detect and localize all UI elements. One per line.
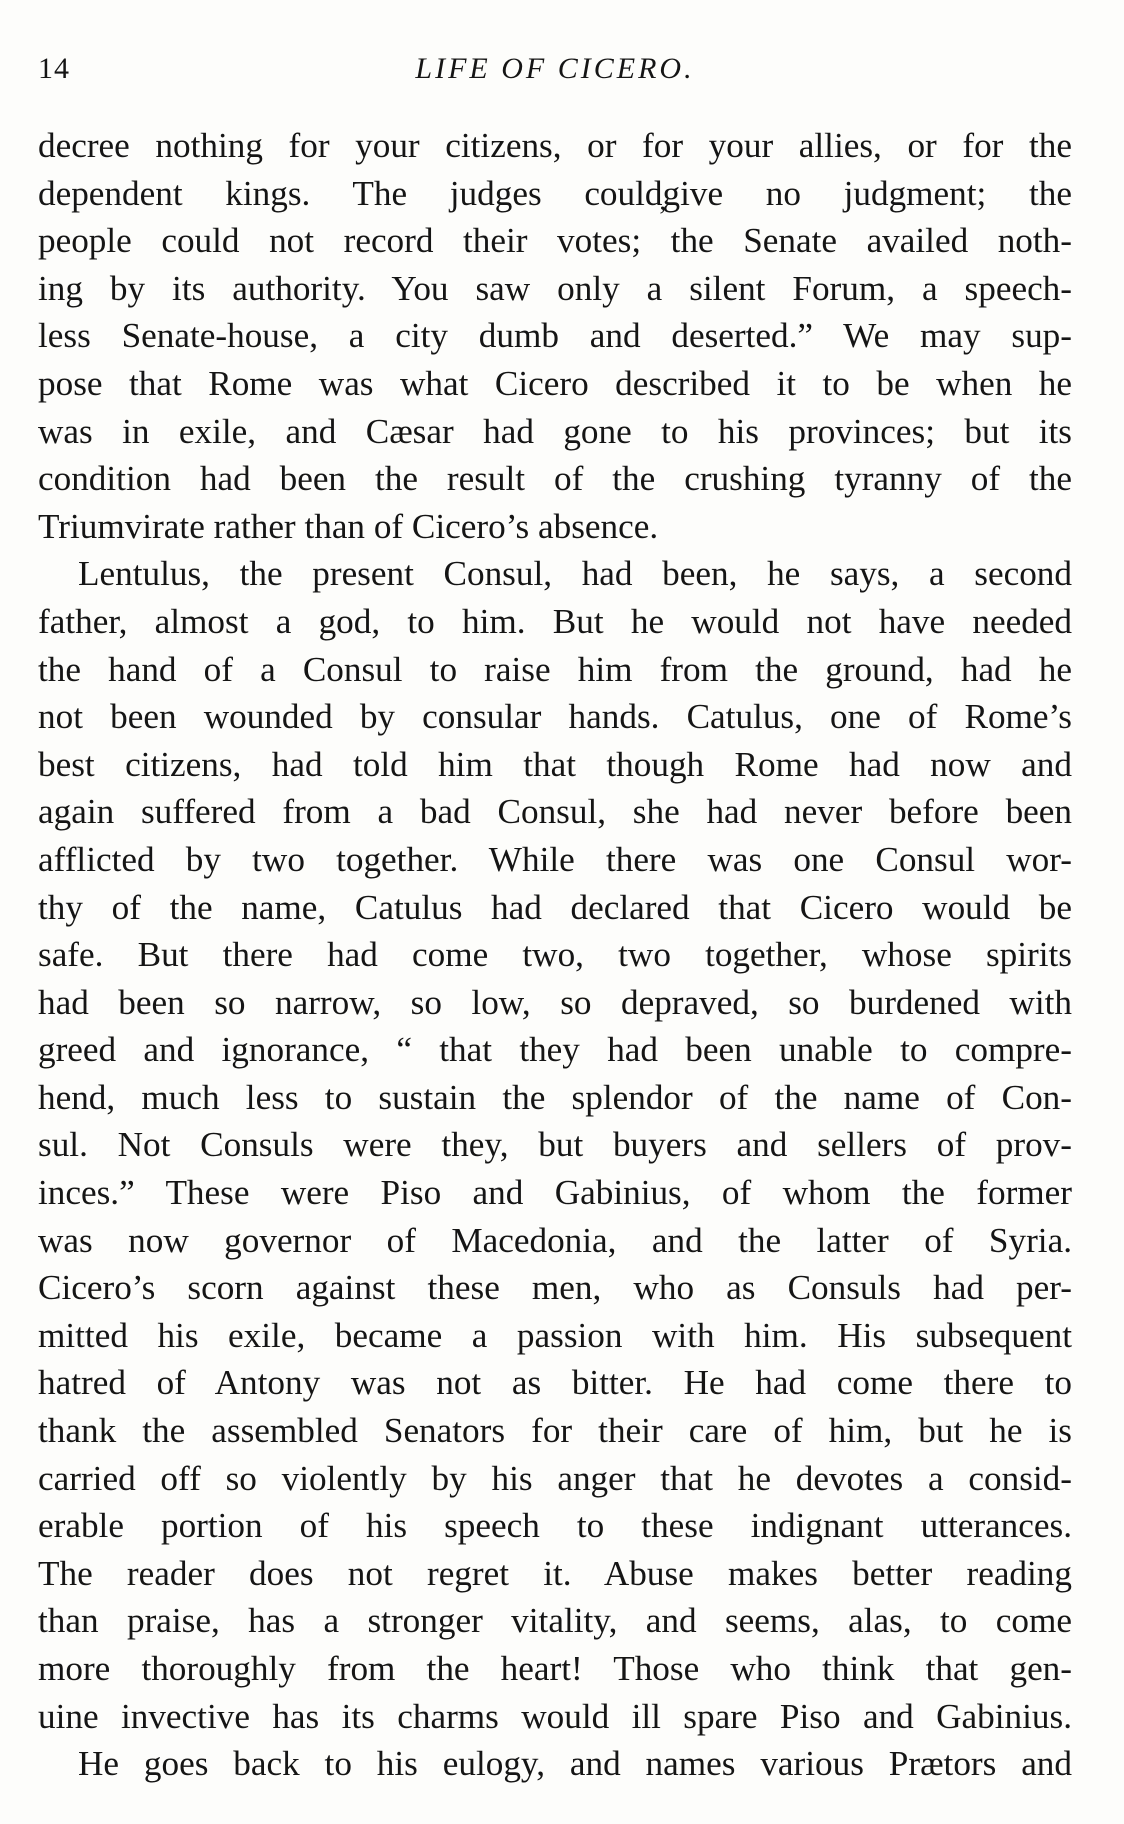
text-line: safe. But there had come two, two together, whose spirits [38,935,1072,975]
text-line: people could not record their votes; the Senate availed noth- [38,221,1072,261]
text-line: afflicted by two together. While there was one Consul wor- [38,839,1072,879]
text-line: father, almost a god, to him. But he would not have needed [38,601,1072,641]
text-line: erable portion of his speech to these indignant utterances. [38,1506,1072,1546]
running-head [38,52,1072,92]
text-line: uine invective has its charms would ill spare Piso and Gabinius. [38,1696,1072,1736]
text-line: decree nothing for your citizens, or for your allies, or for the [38,126,1072,165]
text-line: sul. Not Consuls were they, but buyers and sellers of prov- [38,1125,1072,1165]
text-line: The reader does not regret it. Abuse makes better reading [38,1553,1072,1593]
text-line: condition had been the result of the crushing tyranny of the [38,459,1072,499]
text-line: Cicero’s scorn against these men, who as Consuls had per- [38,1268,1072,1308]
paragraph-start-line: He goes back to his eulogy, and names various Prætors and [78,1744,1072,1784]
text-line: dependent kings. The judges could̦give no judgment; the [38,173,1072,213]
text-line: inces.” These were Piso and Gabinius, of whom the former [38,1173,1072,1213]
text-line: best citizens, had told him that though Rome had now and [38,744,1072,784]
body-text [38,122,1072,1788]
text-line: thy of the name, Catulus had declared that Cicero would be [38,887,1072,927]
text-line: carried off so violently by his anger that he devotes a consid- [38,1458,1072,1498]
text-line: pose that Rome was what Cicero described it to be when he [38,363,1072,403]
text-line: the hand of a Consul to raise him from the ground, had he [38,649,1072,689]
page-number: 14 [38,52,70,85]
text-line: was now governor of Macedonia, and the latter of Syria. [38,1220,1072,1260]
text-line: had been so narrow, so low, so depraved, so burdened with [38,982,1072,1022]
paragraph-start-line: Lentulus, the present Consul, had been, he says, a second [78,554,1072,594]
text-line: hend, much less to sustain the splendor of the name of Con- [38,1077,1072,1117]
text-line: more thoroughly from the heart! Those who think that gen- [38,1649,1072,1688]
text-line: ing by its authority. You saw only a silent Forum, a speech- [38,268,1072,308]
text-line: mitted his exile, became a passion with him. His subsequent [38,1315,1072,1355]
text-line: hatred of Antony was not as bitter. He had come there to [38,1363,1072,1403]
text-line: not been wounded by consular hands. Catulus, one of Rome’s [38,697,1072,737]
paragraph-end-line: Triumvirate rather than of Cicero’s absence. [38,506,659,546]
text-line: again suffered from a bad Consul, she had never before been [38,792,1072,832]
text-line: was in exile, and Cæsar had gone to his provinces; but its [38,411,1072,451]
running-title: LIFE OF CICERO. [415,52,695,85]
text-line: thank the assembled Senators for their care of him, but he is [38,1411,1072,1451]
text-line: than praise, has a stronger vitality, and seems, alas, to come [38,1601,1072,1641]
text-line: greed and ignorance, “ that they had been unable to compre- [38,1030,1072,1070]
text-line: less Senate-house, a city dumb and deserted.” We may sup- [38,316,1072,356]
